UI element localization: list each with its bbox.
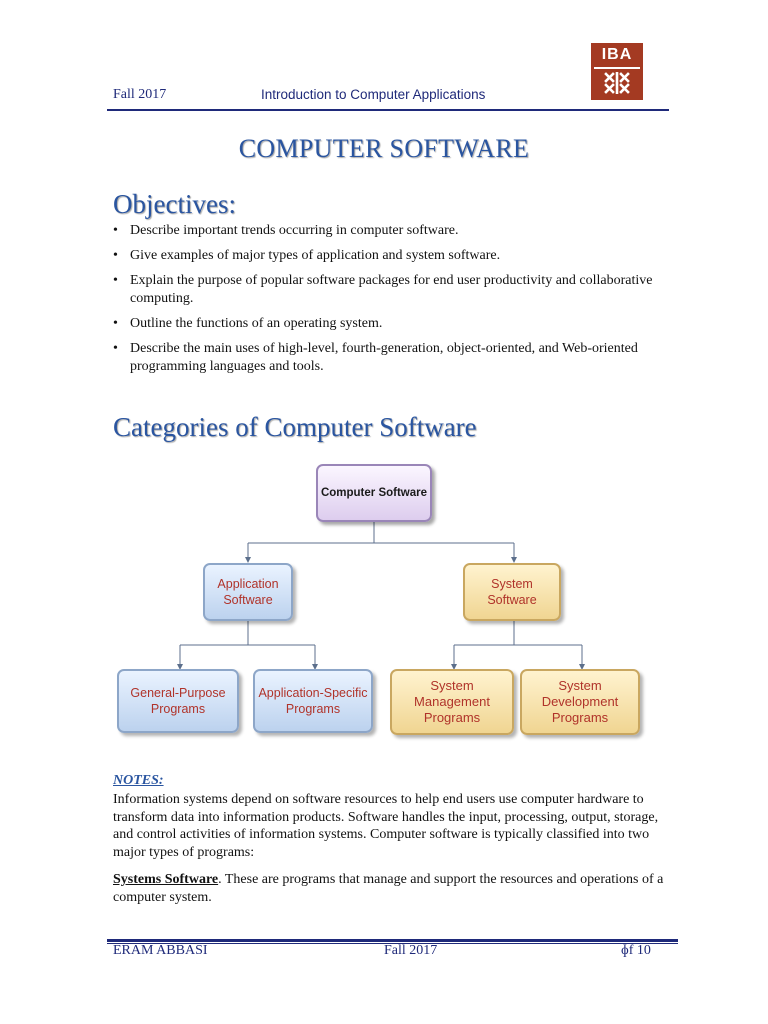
- bullet-icon: •: [113, 248, 118, 263]
- bullet-icon: •: [113, 341, 118, 356]
- system-development-programs-node: System Development Programs: [520, 669, 640, 735]
- objective-text: Give examples of major types of application and system software.: [130, 248, 501, 263]
- footer-page-number: ɸf 10: [621, 943, 651, 958]
- application-software-node: Application Software: [203, 563, 293, 621]
- bullet-icon: •: [113, 316, 118, 331]
- footer-author: ERAM ABBASI: [113, 943, 208, 958]
- application-specific-programs-node: Application-Specific Programs: [253, 669, 373, 733]
- categories-heading: Categories of Computer Software: [113, 412, 477, 442]
- objectives-heading: Objectives:: [113, 189, 236, 219]
- general-purpose-programs-node: General-Purpose Programs: [117, 669, 239, 733]
- objective-text: Describe important trends occurring in computer software.: [130, 223, 459, 238]
- objective-text: Describe the main uses of high-level, fourth-generation, object-oriented, and Web-oriented programming languages and tools.: [130, 341, 638, 374]
- objective-text: Outline the functions of an operating system.: [130, 316, 383, 331]
- footer-rule: [107, 939, 678, 942]
- header-semester: Fall 2017: [113, 87, 167, 102]
- page-title: COMPUTER SOFTWARE: [238, 134, 530, 163]
- objective-text: Explain the purpose of popular software packages for end user productivity and collaborative computing.: [130, 273, 653, 306]
- header-course-title: Introduction to Computer Applications: [261, 87, 486, 102]
- systems-software-term: Systems Software: [113, 872, 219, 887]
- system-management-programs-node: System Management Programs: [390, 669, 514, 735]
- logo-text: IBA: [601, 46, 633, 63]
- bullet-icon: •: [113, 223, 118, 238]
- system-software-node: System Software: [463, 563, 561, 621]
- computer-software-node: Computer Software: [316, 464, 432, 522]
- bullet-icon: •: [113, 273, 118, 288]
- notes-heading: NOTES:: [113, 773, 164, 788]
- systems-software-text: . These are programs that manage and support the resources and operations of a computer system.: [113, 872, 664, 905]
- systems-software-paragraph: [113, 871, 675, 906]
- footer-semester: Fall 2017: [384, 943, 438, 958]
- notes-paragraph: Information systems depend on software resources to help end users use computer hardware to transform data into information products. Software handles the input, processing, output, storage, and control activities of information systems. Computer software is typically classified into two major types of programs:: [113, 792, 659, 860]
